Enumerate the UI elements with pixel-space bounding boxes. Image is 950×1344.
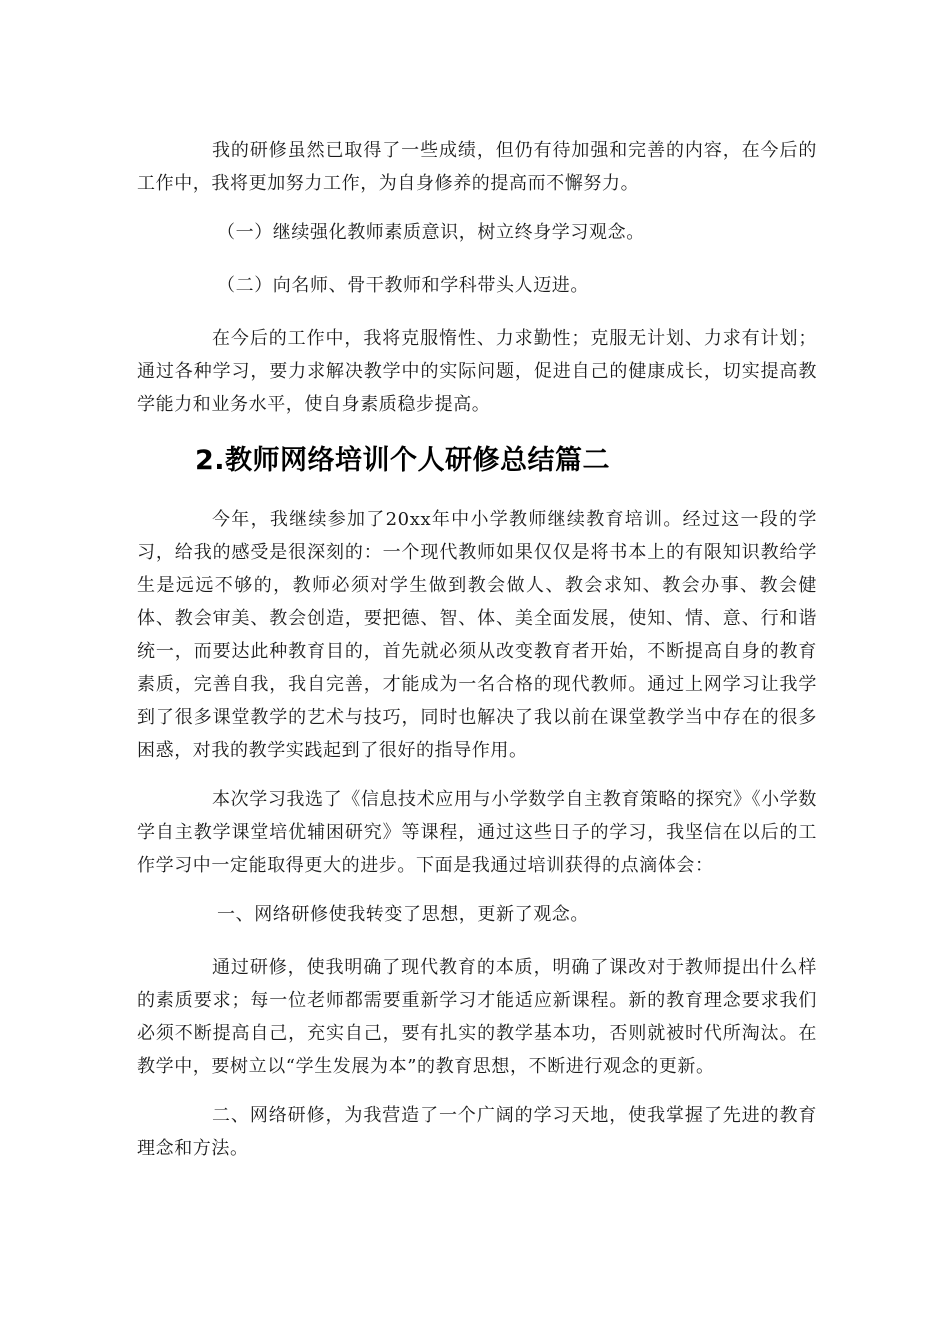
point-two-heading: 二、网络研修，为我营造了一个广阔的学习天地，使我掌握了先进的教育理念和方法。 (137, 1105, 817, 1159)
paragraph-training-intro: 今年，我继续参加了20xx年中小学教师继续教育培训。经过这一段的学习，给我的感受是很深刻的：一个现代教师如果仅仅是将书本上的有限知识教给学生是远远不够的，教师必须对学生做到教会做人、教会求知、教会办事、教会健体、教会审美、教会创造，要把德、智、体、美全面发展，使知、情、意、行和谐统一，而要达此种教育目的，首先就必须从改变教育者开始，不断提高自身的教育素质，完善自我，我自完善，才能成为一名合格的现代教师。通过上网学习让我学到了很多课堂教学的艺术与技巧，同时也解决了我以前在课堂教学当中存在的很多困惑，对我的教学实践起到了很好的指导作用。 (137, 509, 817, 761)
list-item-one: （一）继续强化教师素质意识，树立终身学习观念。 (217, 222, 645, 243)
paragraph-point-one: 通过研修，使我明确了现代教育的本质，明确了课改对于教师提出什么样的素质要求；每一位老师都需要重新学习才能适应新课程。新的教育理念要求我们必须不断提高自己，充实自己，要有扎实的教学基本功，否则就被时代所淘汰。在教学中，要树立以“学生发展为本”的教育思想，不断进行观念的更新。 (137, 957, 817, 1077)
section-heading: 2.教师网络培训个人研修总结篇二 (195, 445, 611, 476)
point-one-heading: 一、网络研修使我转变了思想，更新了观念。 (217, 904, 589, 925)
paragraph-courses: 本次学习我选了《信息技术应用与小学数学自主教育策略的探究》《小学数学自主教学课堂培优辅困研究》等课程，通过这些日子的学习，我坚信在以后的工作学习中一定能取得更大的进步。下面是我通过培训获得的点滴体会： (137, 789, 817, 876)
paragraph-reflection: 我的研修虽然已取得了一些成绩，但仍有待加强和完善的内容，在今后的工作中，我将更加努力工作，为自身修养的提高而不懈努力。 (137, 140, 817, 194)
paragraph-future-work: 在今后的工作中，我将克服惰性、力求勤性；克服无计划、力求有计划；通过各种学习，要力求解决教学中的实际问题，促进自己的健康成长，切实提高教学能力和业务水平，使自身素质稳步提高。 (137, 328, 817, 415)
document-body (137, 134, 817, 1181)
list-item-two: （二）向名师、骨干教师和学科带头人迈进。 (217, 275, 589, 296)
